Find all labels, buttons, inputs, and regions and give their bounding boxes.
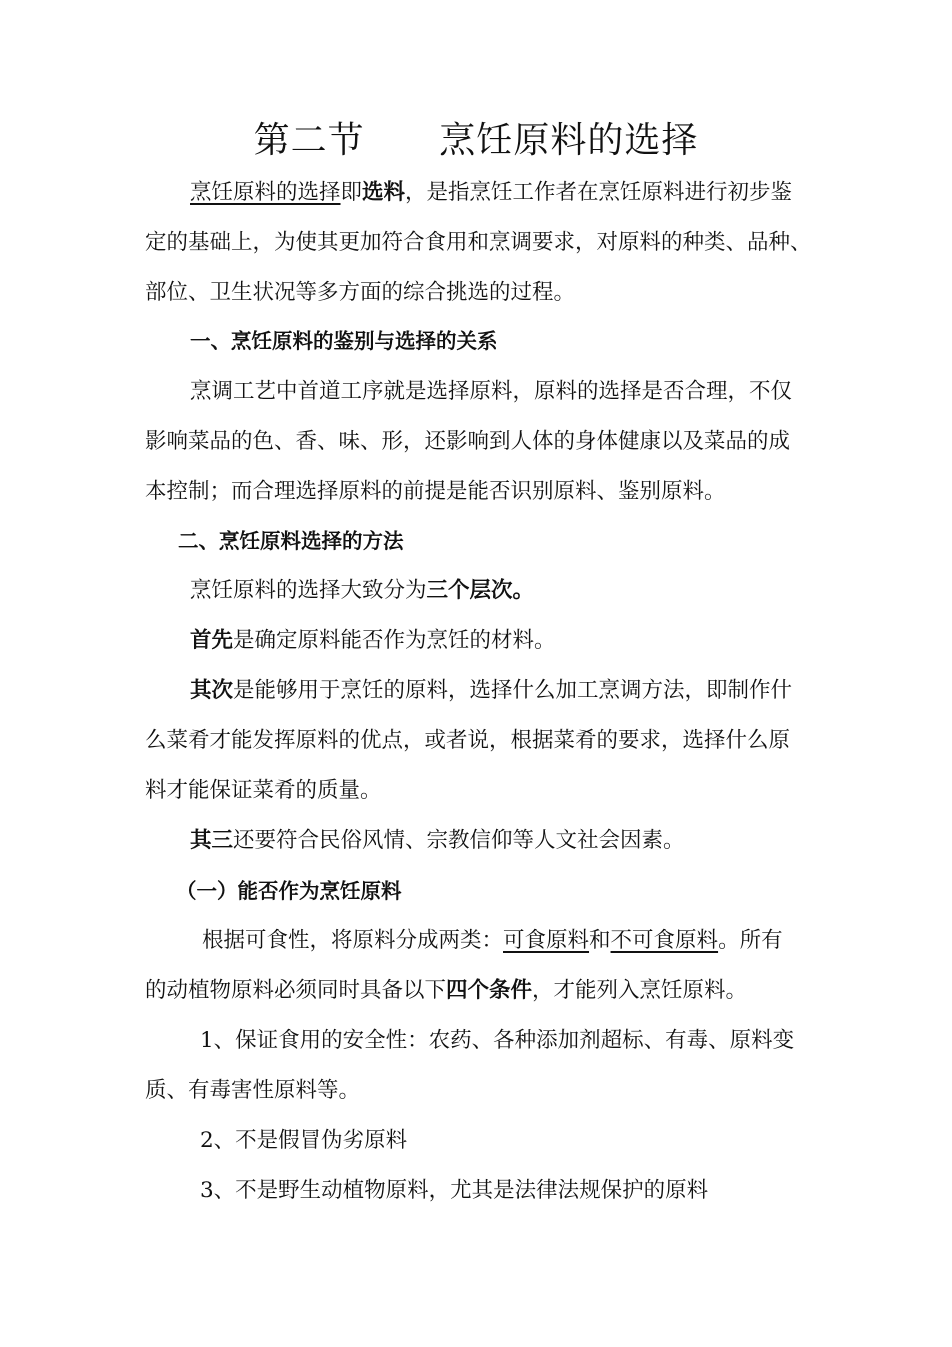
para1-line-1: 烹调工艺中首道工序就是选择原料，原料的选择是否合理，不仅 [190,379,793,404]
second-line-3: 料才能保证菜肴的质量。 [145,778,382,803]
condition-2: 2、不是假冒伪劣原料 [200,1128,408,1153]
para2-line2-pre: 的动植物原料必须同时具备以下 [145,978,447,1003]
intro-ji: 即 [340,180,363,205]
third-bold: 其三 [190,828,234,853]
para1-line-3: 本控制；而合理选择原料的前提是能否识别原料、鉴别原料。 [145,479,726,504]
first-bold: 首先 [190,628,234,653]
first-rest: 是确定原料能否作为烹饪的材料。 [233,628,556,653]
para2-line-2 [145,976,747,1006]
third-rest: 还要符合民俗风情、宗教信仰等人文社会因素。 [233,828,685,853]
four-conditions: 四个条件 [446,978,533,1003]
condition-3: 3、不是野生动植物原料，尤其是法律法规保护的原料 [200,1178,709,1203]
para2-line2-post: ，才能列入烹饪原料。 [532,978,748,1003]
condition-1-line-2: 质、有毒害性原料等。 [145,1078,361,1103]
condition-1-line-1: 1、保证食用的安全性：农药、各种添加剂超标、有毒、原料变 [200,1028,795,1053]
second-line-2: 么菜肴才能发挥原料的优点，或者说，根据菜肴的要求，选择什么原 [145,728,791,753]
edible-materials: 可食原料 [503,928,590,953]
intro-bold-term: 选料 [362,180,406,205]
intro-line-1 [190,178,792,208]
second-line-1 [190,676,792,706]
section-heading-2: 二、烹饪原料选择的方法 [178,529,404,553]
para1-line-2: 影响菜品的色、香、味、形，还影响到人体的身体健康以及菜品的成 [145,429,791,454]
section-heading-1: 一、烹饪原料的鉴别与选择的关系 [190,329,498,353]
para2-pre: 根据可食性，将原料分成两类： [202,928,504,953]
second-rest: 是能够用于烹饪的原料，选择什么加工烹调方法，即制作什 [233,678,793,703]
third-line [190,826,685,856]
levels-text: 烹饪原料的选择大致分为 [190,578,427,603]
subheading: （一）能否作为烹饪原料 [176,879,402,903]
levels-line [190,576,534,606]
intro-rest: ，是指烹饪工作者在烹饪原料进行初步鉴 [405,180,793,205]
para2-and: 和 [589,928,611,953]
inedible-materials: 不可食原料 [610,928,719,953]
para2-post: 。所有 [718,928,783,953]
levels-bold: 三个层次。 [426,578,535,603]
intro-term: 烹饪原料的选择 [190,180,341,205]
page-title: 第二节 烹饪原料的选择 [253,120,699,161]
para2-line-1 [202,926,783,956]
intro-line-3: 部位、卫生状况等多方面的综合挑选的过程。 [145,280,576,305]
first-line [190,626,556,656]
intro-line-2: 定的基础上，为使其更加符合食用和烹调要求，对原料的种类、品种、 [145,230,812,255]
second-bold: 其次 [190,678,234,703]
